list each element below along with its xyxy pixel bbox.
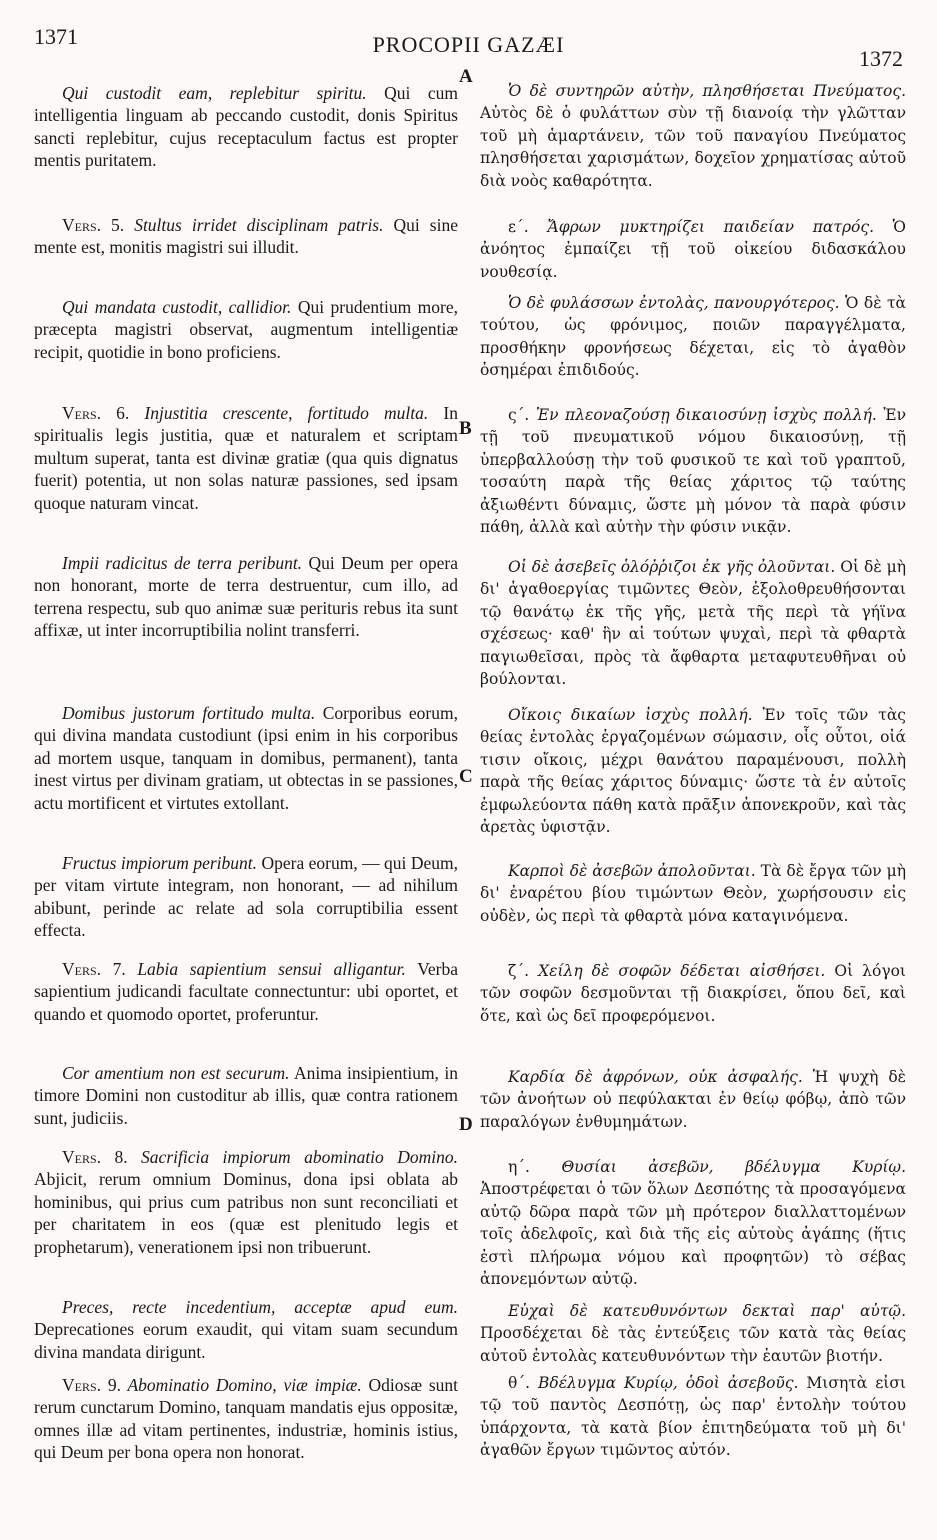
lemma: Stultus irridet disciplinam patris. [124,214,384,235]
latin-paragraph [34,852,458,942]
commentary: Qui prudentium more, præcepta magistri observat, augmentum intelligentiæ recipit, quotidie in bono proficiens. [34,296,459,362]
latin-paragraph [34,1296,458,1364]
commentary: Opera eorum, — qui Deum, per vitam virtute integram, non honorant, — ad nihilum abibunt, perinde ac relate ad sola corruptibilia essent effecta. [34,852,458,940]
lemma: Οἱ δὲ ἀσεβεῖς ὁλόῤῥιζοι ἐκ γῆς ὀλοῦνται. [508,557,836,576]
lemma: Qui custodit eam, replebitur spiritu. [62,82,367,103]
commentary: Deprecationes eorum exaudit, qui vitam suam secundum divina mandata dirigunt. [34,1319,458,1362]
greek-paragraph [480,1372,906,1462]
commentary: Ἀποστρέφεται ὁ τῶν ὅλων Δεσπότης τὰ προσαγόμενα αὐτῷ δῶρα παρὰ τῶν μὴ πρότερον διαλλαττομένων τοῖς ἀδελφοῖς, καὶ διὰ τῆς εἰς αὐτοὺς ἀγάπης (ἥτις ἐστὶ πλήρωμα νόμου καὶ προφητῶν) τὸ σέβας ἀπονεμόντων αὐτῷ. [480,1180,906,1288]
latin-paragraph [34,1062,458,1130]
verse-number: Vers. 7. [62,958,126,979]
verse-number: Vers. 9. [62,1374,121,1395]
commentary: Μισητὰ εἰσι τῷ τοῦ παντὸς Δεσπότῃ, ὡς παρ' ἐντολὴν τούτου ὑπάρχοντα, τὰ κατὰ βίον ἐπιτηδεύματα τοῦ μὴ δι' ἀγαθῶν ἔργων τιμῶντος αὐτόν. [480,1373,906,1459]
latin-paragraph [34,702,458,815]
verse-number: Vers. 8. [62,1146,128,1167]
greek-paragraph [480,292,906,382]
latin-paragraph [34,1146,458,1259]
verse-number: ς΄. [508,405,530,424]
page-number-right: 1372 [859,46,903,71]
greek-paragraph [480,1156,906,1291]
verse-number: Vers. 6. [62,402,130,423]
lemma: Εὐχαὶ δὲ κατευθυνόντων δεκταὶ παρ' αὐτῷ. [508,1301,906,1320]
commentary: Αὐτὸς δὲ ὁ φυλάττων σὺν τῇ διανοίᾳ τὴν γλῶτταν τοῦ μὴ ἁμαρτάνειν, τῶν τοῦ παναγίου Πνεύματος πλησθήσεται χαρισμάτων, δοχεῖον χρηματίσας αὐτοῦ διὰ νοὸς καθαρότητα. [480,104,906,190]
commentary: Qui sine mente est, monitis magistri sui illudit. [34,214,458,257]
latin-paragraph [34,296,458,364]
commentary: Ἐν τῇ τοῦ πνευματικοῦ νόμου δικαιοσύνῃ, τῇ ὑπερβαλλούσῃ τὴν τοῦ φυσικοῦ τε καὶ τοῦ γραπτοῦ, τοσαύτη παρὰ τῆς θείας χάριτος τῷ ταύτης ἀξιωθέντι δύναμις, ὥστε μὴ μόνον τὰ παρὰ φύσιν πάθη, ἀλλὰ καὶ αὐτὴν τὴν φύσιν νικᾷν. [480,405,907,536]
greek-paragraph [480,1300,906,1368]
lemma: Ὁ δὲ φυλάσσων ἐντολὰς, πανουργότερος. [508,293,840,312]
section-marker-b: B [459,418,472,439]
latin-paragraph [34,552,458,642]
lemma: Injustitia crescente, fortitudo multa. [129,402,429,423]
lemma: Abominatio Domino, viæ impiæ. [120,1374,362,1395]
page-number-left: 1371 [34,24,78,49]
verse-number: ζ΄. [508,961,530,980]
latin-paragraph [34,1374,458,1464]
running-title: PROCOPII GAZÆI [372,32,565,57]
greek-paragraph [480,216,906,284]
lemma: Sacrificia impiorum abominatio Domino. [127,1146,458,1167]
commentary: Corporibus eorum, qui divina mandata custodiunt (ipsi enim in his corporibus ad mortem usque, tanquam in domibus, permanent), tanta inest virtus per divinam gratiam, ut obtectas in se passiones, actu mortificent et virtutes extollant. [34,702,458,813]
commentary: In spiritualis legis justitia, quæ et naturalem et scriptam multum superat, tanta est divinæ gratiæ (qua quis dignatus fuerit) potentia, ut non solas naturæ passiones, sed ipsam quoque naturam vincat. [34,402,458,513]
verse-number: Vers. 5. [62,214,125,235]
lemma: Impii radicitus de terra peribunt. [62,552,303,573]
lemma: Ἐν πλεοναζούσῃ δικαιοσύνῃ ἰσχὺς πολλή. [529,405,877,424]
greek-paragraph [480,1066,906,1134]
latin-paragraph [34,82,458,172]
commentary: Qui cum intelligentia linguam ab peccando custodit, donis Spiritus sancti replebitur, cujus receptaculum factus est propter mentis puritatem. [34,82,458,170]
greek-paragraph [480,556,906,691]
greek-paragraph [480,80,906,193]
commentary: Abjicit, rerum omnium Dominus, dona ipsi oblata ab hominibus, qui prius cum patribus non sunt reconciliati et per charitatem in eos (quæ est plenitudo legis et prophetarum), venerationem ipsi non tribuerunt. [34,1169,458,1257]
commentary: Προσδέχεται δὲ τὰς ἐντεύξεις τῶν κατὰ τὰς θείας αὐτοῦ ἐντολὰς κατευθυνόντων τὴν ἑαυτῶν βιοτήν. [480,1324,906,1365]
commentary: Qui Deum per opera non honorant, morte de terra destruentur, cum illo, ad terrena respectu, sub quo animæ suæ perituris rebus ita sunt affixæ, ut inter incorruptibilia nolint transferri. [34,552,458,640]
commentary: Verba sapientium judicandi facultate connectuntur: ubi oportet, et quando et quomodo oportet, proferuntur. [34,958,458,1024]
lemma: Θυσίαι ἀσεβῶν, βδέλυγμα Κυρίῳ. [529,1157,906,1176]
running-header [0,18,937,71]
section-marker-d: D [459,1114,473,1135]
lemma: Οἴκοις δικαίων ἰσχὺς πολλή. [508,705,753,724]
greek-paragraph [480,960,906,1028]
commentary: Ἐν τοῖς τῶν τὰς θείας ἐντολὰς ἐργαζομένων σώμασιν, οἷς οὗτοι, οἱά τισιν οἴκοις, μέχρι θανάτου παραμένουσι, πολλὴ παρὰ τῆς θείας χάριτος δύναμις· ὥστε τὰ ἐν αὐτοῖς ἐμφωλεύοντα πάθη κατὰ πρᾶξιν ἀπονεκροῦν, καὶ τὰς ἀρετὰς ὑφιστᾷν. [480,705,906,836]
greek-paragraph [480,704,906,839]
latin-paragraph [34,214,458,259]
lemma: Ἄφρων μυκτηρίζει παιδείαν πατρός. [528,217,874,236]
commentary: Τὰ δὲ ἔργα τῶν μὴ δι' ἐναρέτου βίου τιμώντων Θεὸν, χωρήσουσιν εἰς οὐδὲν, ὡς περὶ τὰ φθαρτὰ μόνα καταγινόμενα. [480,861,907,925]
commentary: Οἱ λόγοι τῶν σοφῶν δεσμοῦνται τῇ διακρίσει, ὅπου δεῖ, καὶ ὅτε, καὶ ὡς δεῖ προφερόμενοι. [480,961,907,1025]
verse-number: θ΄. [508,1373,531,1392]
lemma: Cor amentium non est securum. [62,1062,290,1083]
greek-paragraph [480,404,906,539]
lemma: Qui mandata custodit, callidior. [62,296,292,317]
lemma: Χείλη δὲ σοφῶν δέδεται αἰσθήσει. [529,961,826,980]
commentary: Anima insipientium, in timore Domini non custoditur ab illis, quæ contra rationem sunt, judiciis. [34,1062,459,1128]
latin-paragraph [34,958,458,1026]
commentary: Ὁ δὲ τὰ τούτου, ὡς φρόνιμος, ποιῶν παραγγέλματα, προσθήκην φρονήσεως δέχεται, εἰς τὸ ἀγαθὸν ὁσημέραι ἐπιδιδούς. [480,293,907,379]
lemma: Καρποὶ δὲ ἀσεβῶν ἀπολοῦνται. [508,861,756,880]
lemma: Ὁ δὲ συντηρῶν αὐτὴν, πλησθήσεται Πνεύματος. [508,81,906,100]
lemma: Labia sapientium sensui alligantur. [125,958,406,979]
verse-number: ε΄. [508,217,529,236]
latin-paragraph [34,402,458,515]
lemma: Fructus impiorum peribunt. [62,852,258,873]
commentary: Ἡ ψυχὴ δὲ τῶν ἀνοήτων οὐ πεφύλακται ἐν θείῳ φόβῳ, ἀπὸ τῶν παραλόγων ἐνθυμημάτων. [480,1067,906,1131]
section-marker-c: C [459,766,473,787]
greek-paragraph [480,860,906,928]
commentary: Odiosæ sunt rerum cunctarum Domino, tanquam mandatis ejus oppositæ, omnes illæ ad vitam pertinentes, industriæ, hominis istius, qui Deum per bona opera non honorat. [34,1374,458,1462]
commentary: Ὁ ἀνόητος ἐμπαίζει τῇ τοῦ οἰκείου διδασκάλου νουθεσίᾳ. [480,217,907,281]
verse-number: η΄. [508,1157,530,1176]
lemma: Domibus justorum fortitudo multa. [62,702,316,723]
lemma: Preces, recte incedentium, acceptæ apud eum. [62,1296,458,1317]
lemma: Καρδία δὲ ἀφρόνων, οὐκ ἀσφαλής. [508,1067,803,1086]
section-marker-a: A [459,66,473,87]
lemma: Βδέλυγμα Κυρίῳ, ὁδοὶ ἀσεβοῦς. [530,1373,799,1392]
commentary: Οἱ δὲ μὴ δι' ἀγαθοεργίας τιμῶντες Θεὸν, ἐξολοθρευθήσονται τῷ θανάτῳ ἐκ τῆς γῆς, μετὰ τῆς περὶ τὰ γήϊνα σχέσεως· καθ' ἣν αἱ τούτων ψυχαὶ, περὶ τὰ φθαρτὰ παγιωθεῖσαι, πρὸς τὰ ἄφθαρτα μεταφυτευθῆναι οὐ βούλονται. [480,557,906,688]
